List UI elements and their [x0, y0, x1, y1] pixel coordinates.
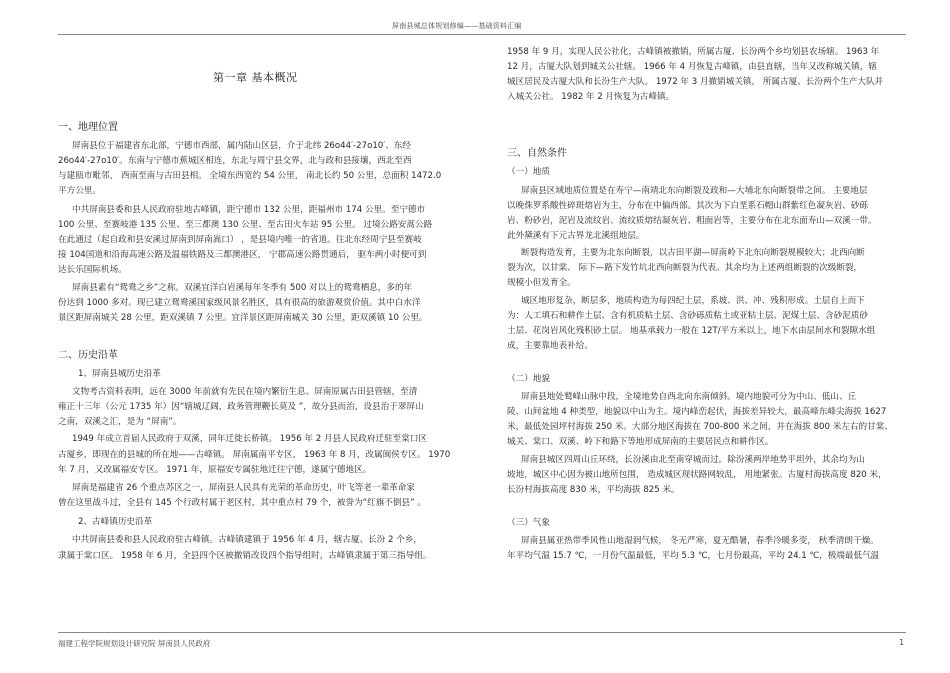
paragraph-line: 屏南是福建省 26 个重点苏区之一，屏南县人民具有光荣的革命历史，叶飞等老一辈革命家	[72, 483, 415, 493]
subsection-heading: （一）地质	[507, 167, 550, 177]
paragraph-line: 份达到 1000 多对。现已建立鸳鸯溪国家级风景名胜区，具有很高的旅游观赏价值。其中白水洋	[58, 298, 421, 308]
section-heading-history: 二、历史沿革	[58, 350, 118, 361]
paragraph-line: 成，主要靠地表补给。	[507, 341, 593, 351]
paragraph-line: 屏南县地处鹫峰山脉中段，全境地势自西北向东南倾斜。境内地貌可分为中山、低山、丘	[521, 392, 857, 402]
paragraph-line: 为：人工填石和耕作土层、含有机质粘土层、含砂砾质粘土或亚粘土层、泥煤土层、含砂泥质砂	[507, 311, 868, 321]
paragraph-line: 城区地形复杂，断层多，地质构造为每四纪土层，系坡、洪、冲、残积形成。土层自上而下	[521, 296, 865, 306]
paragraph-line: 屏南县属亚热带季风性山地湿润气候， 冬无严寒，夏无酷暑，春季冷暖多变， 秋季清朗干燥。	[521, 536, 879, 546]
paragraph-line: 米，最低处园坪村海拔 250 米。大部分地区海拔在 700-800 米之间，并在海拔 800 米左右的甘棠、	[507, 422, 893, 432]
paragraph-line: 达长乐国际机场。	[58, 265, 127, 275]
paragraph-line: 屏南县城区四周山丘环绕，长汾溪由北至南穿城而过。除汾溪两岸地势平坦外，其余均为山	[521, 455, 865, 465]
paragraph-line: 接 104国道和沿海高速公路及温福铁路及三都澳港区， 宁郡高速公路贯通后， 驱车两小时便可到	[58, 250, 427, 260]
subsection-heading: 1、屏南县城历史沿革	[78, 369, 161, 379]
paragraph-line: 此外黛溪有下元古界龙北溪组地层。	[507, 231, 645, 241]
paragraph-line: 年平均气温 15.7 ℃，一月份气温最低，平均 5.3 ℃，七月份最高，平均 24.1 ℃，极端最低气温	[507, 551, 880, 561]
paragraph-line: 平方公里。	[58, 186, 101, 196]
page-header: 屏南县城总体规划修编——基础资料汇编	[392, 22, 522, 30]
header-rule	[58, 34, 906, 35]
paragraph-line: 景区距屏南城关 28 公里，距双溪镇 7 公里。宜洋景区距屏南城关 30 公里，距双溪镇 10 公里。	[58, 313, 428, 323]
paragraph-line: 中共屏南县委和县人民政府驻地古峰镇，距宁德市 132 公里，距福州市 174 公里。至宁德市	[72, 205, 426, 215]
paragraph-line: 以晚侏罗系酸性碎斑熔岩为主，分布在中偏西部。其次为下白垩系石帽山群紫红色凝灰岩、砂砾	[507, 201, 868, 211]
paragraph-line: 长汾村海拔高度 830 米，平均海拔 825 米。	[507, 485, 680, 495]
paragraph-line: 1949 年成立首届人民政府于双溪，同年迁徙长桥镇。 1956 年 2 月县人民政府迁驻至棠口区	[72, 434, 428, 444]
section-heading-natural: 三、自然条件	[507, 148, 567, 159]
paragraph-line: 断裂构造发育，主要为北东向断裂，以古田平湖—屏南岭下北东向断裂规模较大；北西向断	[521, 248, 865, 258]
paragraph-line: 裂为次，以甘棠、 际下—路下发竹坑北西向断裂为代表。其余均为上述两组断裂的次级断裂，	[507, 263, 863, 273]
paragraph-line: 土层、花岗岩风化残积砂土层。 地基承载力一般在 12T/平方米以上，地下水由层间水和裂隙水组	[507, 326, 876, 336]
paragraph-line: 坡地，城区中心因为被山地所包围， 造成城区现状路网较乱， 用地紧张。古厦村海拔高度 820 米，	[507, 470, 887, 480]
paragraph-line: 岩、粉砂岩，泥岩及流纹岩、流纹质熔结凝灰岩、粗面岩等，主要分布在北东面寿山—双溪一带。	[507, 216, 877, 226]
paragraph-line: 陵、山间盆地 4 种类型，地貌以中山为主。境内峰峦起伏，海拔差异较大，最高峰东峰尖海拔 1627	[507, 407, 887, 417]
paragraph-line: 中共屏南县委和县人民政府驻古峰镇。古峰镇建镇于 1956 年 4 月，辖古厦、长汾 2 个乡，	[72, 535, 422, 545]
paragraph-line: 在此通过（起自政和县安溪过屏南到屏南嵩口） ，是县境内唯一的省道。往北东经周宁县至赛岐	[58, 235, 422, 245]
paragraph-line: 屏南县位于福建省东北部，宁德市西部，属内陆山区县，介于北纬 26o44′-27o10′、东经	[72, 141, 411, 151]
paragraph-line: 入城关公社。 1982 年 2 月恢复为古峰镇。	[507, 92, 675, 102]
paragraph-line: 城关、棠口、双溪、岭下和路下等地形成屏南的主要居民点和耕作区。	[507, 437, 774, 447]
paragraph-line: 规模小但发育全。	[507, 278, 576, 288]
paragraph-line: 12 月，古厦大队划到城关公社辖。 1966 年 4 月恢复古峰镇，由县直辖，当年又改称城关镇，辖	[507, 62, 877, 72]
paragraph-line: 曾在这里战斗过，全县有 145 个行政村属于老区村，其中重点村 79 个，被誉为“红旗不倒县” 。	[58, 498, 426, 508]
subsection-heading: （三）气象	[507, 518, 550, 528]
paragraph-line: 1958 年 9 月，实现人民公社化，古峰镇被撤销，所属古厦、长汾两个乡均划县农场辖。 1963 年	[507, 47, 880, 57]
paragraph-line: 100 公里、至赛岐港 135 公里、至三都澳 130 公里、至古田火车站 95 公里。 过境公路安蒿公路	[58, 220, 433, 230]
page-number: 1	[899, 638, 904, 647]
paragraph-line: 文物考古资料表明，远在 3000 年前就有先民在境内繁衍生息。屏南原属古田县管辖，至清	[72, 387, 418, 397]
subsection-heading: 2、古峰镇历史沿革	[78, 517, 153, 527]
paragraph-line: 屏南县素有“鸳鸯之乡”之称。双溪宜洋白岩溪每年冬季有 500 对以上的鸳鸯栖息，多的年	[72, 283, 413, 293]
footer-organizations: 福建工程学院规划设计研究院 屏南县人民政府	[58, 639, 211, 648]
paragraph-line: 与建瓯市毗邻， 西南至南与古田县相。 全境东西宽约 54 公里， 南北长约 50 公里，总面积 1472.0	[58, 171, 442, 181]
paragraph-line: 之南，双溪之汇，是为 “屏南”。	[58, 417, 182, 427]
paragraph-line: 屏南县区域地质位置是在寿宁—南靖北东向断裂及政和—大埔北东向断裂带之间。 主要地层	[521, 186, 868, 196]
paragraph-line: 城区居民及古厦大队和长汾生产大队。 1972 年 3 月撤销城关镇， 所属古厦、长汾两个生产大队并	[507, 77, 884, 87]
section-heading-geography: 一、地理位置	[58, 122, 118, 133]
paragraph-line: 年 7 月，又改属福安专区。 1971 年，原福安专属驻地迁往宁德，遂属宁德地区。	[58, 465, 372, 475]
paragraph-line: 雍正十三年（公元 1735 年）因“辖城辽阔，政务管理鞭长莫及 ”，故分县而治，设县治于翠屏山	[58, 402, 424, 412]
footer-rule	[58, 632, 906, 633]
paragraph-line: 古厦乡，即现在的县城的所在地——古峰镇。 屏南属南平专区， 1963 年 8 月，改属闽侯专区。 1970	[58, 450, 451, 460]
paragraph-line: 隶属于棠口区。 1958 年 6 月，全县四个区被撤销改设四个指导组时，古峰镇隶属于第三指导组。	[58, 551, 432, 561]
subsection-heading: （二）地貌	[507, 374, 550, 384]
chapter-title: 第一章 基本概况	[213, 71, 298, 84]
paragraph-line: 26o44′-27o10′。东南与宁德市蕉城区相连，东北与周宁县交界，北与政和县接壤，西北至西	[58, 156, 412, 166]
